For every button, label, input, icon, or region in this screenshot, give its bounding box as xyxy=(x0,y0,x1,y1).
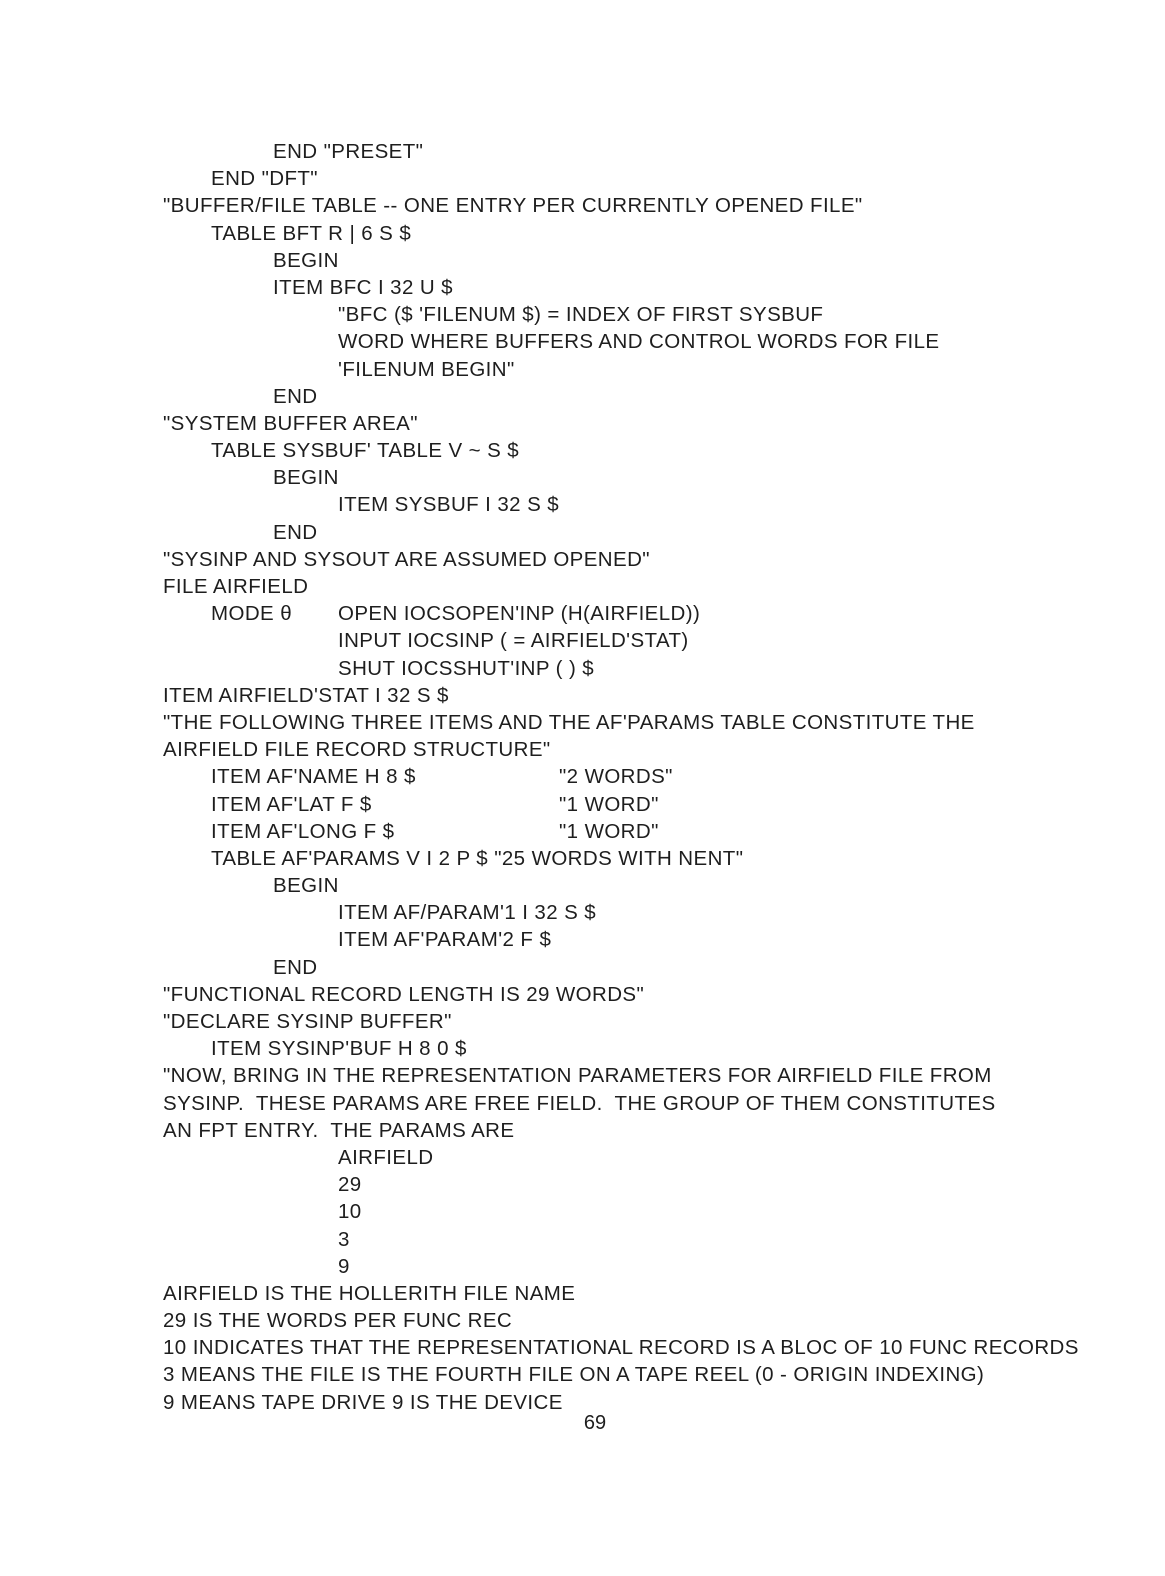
code-line: INPUT IOCSINP ( = AIRFIELD'STAT) xyxy=(338,629,689,653)
code-line: "SYSTEM BUFFER AREA" xyxy=(163,411,418,435)
code-line: AIRFIELD xyxy=(338,1145,434,1169)
code-line: ITEM SYSBUF I 32 S $ xyxy=(338,493,560,517)
code-line: TABLE AF'PARAMS V I 2 P $ "25 WORDS WITH NENT" xyxy=(211,846,744,870)
code-line: "THE FOLLOWING THREE ITEMS AND THE AF'PARAMS TABLE CONSTITUTE THE xyxy=(163,710,975,734)
code-line: 'FILENUM BEGIN" xyxy=(338,357,515,381)
code-line: "SYSINP AND SYSOUT ARE ASSUMED OPENED" xyxy=(163,547,650,571)
code-line: 9 MEANS TAPE DRIVE 9 IS THE DEVICE xyxy=(163,1390,563,1414)
code-line: 9 xyxy=(338,1254,350,1278)
code-line: "FUNCTIONAL RECORD LENGTH IS 29 WORDS" xyxy=(163,982,645,1006)
code-line: END xyxy=(273,384,318,408)
code-line xyxy=(163,763,1153,790)
code-line: AIRFIELD IS THE HOLLERITH FILE NAME xyxy=(163,1281,576,1305)
code-line xyxy=(163,600,1153,627)
code-line: "NOW, BRING IN THE REPRESENTATION PARAMETERS FOR AIRFIELD FILE FROM xyxy=(163,1064,992,1088)
code-line: WORD WHERE BUFFERS AND CONTROL WORDS FOR FILE xyxy=(338,330,940,354)
code-fragment: ITEM AF'LONG F $ xyxy=(211,819,395,843)
code-line: ITEM AIRFIELD'STAT I 32 S $ xyxy=(163,683,449,707)
code-line: 3 MEANS THE FILE IS THE FOURTH FILE ON A TAPE REEL (0 - ORIGIN INDEXING) xyxy=(163,1363,985,1387)
code-fragment: OPEN IOCSOPEN'INP (H(AIRFIELD)) xyxy=(338,602,701,626)
code-line: BEGIN xyxy=(273,466,339,490)
code-line: AIRFIELD FILE RECORD STRUCTURE" xyxy=(163,738,551,762)
code-line: TABLE BFT R | 6 S $ xyxy=(211,221,412,245)
code-line: ITEM SYSINP'BUF H 8 0 $ xyxy=(211,1037,467,1061)
code-line: 10 xyxy=(338,1200,362,1224)
code-line: END "DFT" xyxy=(211,167,318,191)
code-line: AN FPT ENTRY. THE PARAMS ARE xyxy=(163,1118,515,1142)
code-line xyxy=(163,791,1153,818)
code-line: FILE AIRFIELD xyxy=(163,575,309,598)
code-line: 29 IS THE WORDS PER FUNC REC xyxy=(163,1309,513,1333)
mode-keyword: MODE θ xyxy=(211,602,292,626)
code-line: SYSINP. THESE PARAMS ARE FREE FIELD. THE GROUP OF THEM CONSTITUTES xyxy=(163,1091,996,1115)
code-line: 29 xyxy=(338,1173,362,1197)
code-fragment: ITEM AF'LAT F $ xyxy=(211,792,372,816)
code-fragment: ITEM AF'NAME H 8 $ xyxy=(211,765,416,789)
code-line xyxy=(163,818,1153,845)
code-line: "BFC ($ 'FILENUM $) = INDEX OF FIRST SYSBUF xyxy=(338,303,824,327)
code-line: ITEM BFC I 32 U $ xyxy=(273,275,453,299)
code-listing xyxy=(163,138,1153,1416)
code-line: END "PRESET" xyxy=(273,140,424,163)
code-line: END xyxy=(273,955,318,979)
code-line: BEGIN xyxy=(273,874,339,898)
page-number: 69 xyxy=(583,1412,607,1434)
code-line: "DECLARE SYSINP BUFFER" xyxy=(163,1010,452,1033)
code-line: END xyxy=(273,520,318,544)
code-line: ITEM AF/PARAM'1 I 32 S $ xyxy=(338,901,597,925)
code-comment: "1 WORD" xyxy=(559,819,659,843)
code-comment: "1 WORD" xyxy=(559,792,659,816)
code-line: SHUT IOCSSHUT'INP ( ) $ xyxy=(338,656,595,680)
code-line: TABLE SYSBUF' TABLE V ~ S $ xyxy=(211,439,520,463)
code-line: 10 INDICATES THAT THE REPRESENTATIONAL RECORD IS A BLOC OF 10 FUNC RECORDS xyxy=(163,1336,1079,1360)
code-line: 3 xyxy=(338,1227,350,1251)
code-line: "BUFFER/FILE TABLE -- ONE ENTRY PER CURRENTLY OPENED FILE" xyxy=(163,194,863,218)
code-line: BEGIN xyxy=(273,248,339,272)
code-line: ITEM AF'PARAM'2 F $ xyxy=(338,928,552,952)
code-comment: "2 WORDS" xyxy=(559,765,673,789)
